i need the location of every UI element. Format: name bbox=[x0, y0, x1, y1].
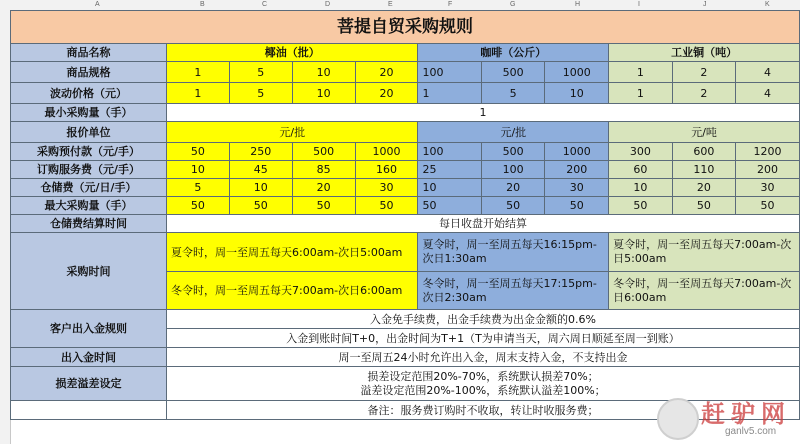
table-row bbox=[11, 215, 800, 233]
product-coconut-oil[interactable]: 椰油（批） bbox=[167, 44, 418, 62]
table-row bbox=[11, 161, 800, 179]
cell[interactable]: 50 bbox=[167, 143, 230, 161]
cell[interactable]: 100 bbox=[418, 143, 481, 161]
cell[interactable]: 10 bbox=[292, 62, 355, 83]
cell[interactable]: 160 bbox=[355, 161, 418, 179]
cell[interactable]: 10 bbox=[418, 179, 481, 197]
col-letter-h: H bbox=[575, 1, 581, 8]
funds-time-value[interactable]: 周一至周五24小时允许出入金，周末支持入金，不支持出金 bbox=[167, 348, 800, 367]
cell[interactable]: 5 bbox=[229, 62, 292, 83]
cell[interactable]: 20 bbox=[481, 179, 544, 197]
label-funds-rule[interactable]: 客户出入金规则 bbox=[11, 310, 167, 348]
cell[interactable]: 110 bbox=[672, 161, 735, 179]
cell[interactable]: 1 bbox=[167, 62, 230, 83]
cell[interactable]: 1000 bbox=[355, 143, 418, 161]
table-row bbox=[11, 143, 800, 161]
cell[interactable]: 10 bbox=[167, 161, 230, 179]
site-watermark bbox=[655, 392, 800, 444]
funds-rule-fee[interactable]: 入金免手续费，出金手续费为出金金额的0.6% bbox=[167, 310, 800, 329]
label-storage-settle-time[interactable]: 仓储费结算时间 bbox=[11, 215, 167, 233]
col-letter-b: B bbox=[200, 1, 205, 8]
summer-time-coconut-oil[interactable]: 夏令时，周一至周五每天6:00am-次日5:00am bbox=[167, 233, 418, 272]
stop-loss-range: 损差设定范围20%-70%，系统默认损差70%； bbox=[367, 369, 599, 383]
cell[interactable]: 45 bbox=[229, 161, 292, 179]
cell[interactable]: 500 bbox=[481, 143, 544, 161]
label-purchase-time[interactable]: 采购时间 bbox=[11, 233, 167, 310]
min-qty-value[interactable]: 1 bbox=[167, 104, 800, 122]
col-letter-g: G bbox=[510, 1, 516, 8]
label-prepay[interactable]: 采购预付款（元/手） bbox=[11, 143, 167, 161]
col-letter-i: I bbox=[638, 1, 640, 8]
cell[interactable]: 2 bbox=[672, 62, 735, 83]
cell[interactable]: 250 bbox=[229, 143, 292, 161]
label-funds-time[interactable]: 出入金时间 bbox=[11, 348, 167, 367]
label-spec[interactable]: 商品规格 bbox=[11, 62, 167, 83]
cell[interactable]: 1 bbox=[609, 83, 672, 104]
cell[interactable]: 20 bbox=[292, 179, 355, 197]
funds-rule-timing[interactable]: 入金到账时间T+0，出金时间为T+1（T为申请当天，周六周日顺延至周一到账） bbox=[167, 329, 800, 348]
cell[interactable]: 50 bbox=[355, 197, 418, 215]
cell[interactable]: 2 bbox=[672, 83, 735, 104]
cell[interactable]: 60 bbox=[609, 161, 672, 179]
donkey-logo-icon bbox=[657, 398, 699, 440]
col-letter-j: J bbox=[703, 1, 707, 8]
cell[interactable]: 300 bbox=[609, 143, 672, 161]
table-row bbox=[11, 233, 800, 272]
cell[interactable]: 1 bbox=[167, 83, 230, 104]
label-min-qty[interactable]: 最小采购量（手） bbox=[11, 104, 167, 122]
label-price-fluctuation[interactable]: 波动价格（元） bbox=[11, 83, 167, 104]
table-row bbox=[11, 44, 800, 62]
table-row bbox=[11, 310, 800, 329]
col-letter-d: D bbox=[325, 1, 331, 8]
cell[interactable]: 30 bbox=[355, 179, 418, 197]
cell[interactable]: 25 bbox=[418, 161, 481, 179]
watermark-url: ganlv5.com bbox=[725, 426, 777, 437]
cell[interactable]: 10 bbox=[545, 83, 609, 104]
winter-time-copper[interactable]: 冬令时，周一至周五每天7:00am-次日6:00am bbox=[609, 272, 800, 310]
cell[interactable]: 4 bbox=[736, 62, 800, 83]
cell[interactable]: 20 bbox=[355, 83, 418, 104]
cell[interactable]: 50 bbox=[545, 197, 609, 215]
cell[interactable]: 50 bbox=[292, 197, 355, 215]
purchase-rules-table bbox=[10, 10, 800, 420]
cell[interactable]: 20 bbox=[355, 62, 418, 83]
cell[interactable]: 100 bbox=[481, 161, 544, 179]
table-row bbox=[11, 197, 800, 215]
col-letter-c: C bbox=[262, 1, 268, 8]
cell[interactable]: 50 bbox=[672, 197, 735, 215]
cell[interactable]: 1000 bbox=[545, 143, 609, 161]
label-storage-fee[interactable]: 仓储费（元/日/手） bbox=[11, 179, 167, 197]
table-row bbox=[11, 179, 800, 197]
col-letter-f: F bbox=[448, 1, 453, 8]
cell[interactable]: 200 bbox=[736, 161, 800, 179]
product-coffee[interactable]: 咖啡（公斤） bbox=[418, 44, 609, 62]
watermark-text: 赶驴网 bbox=[701, 400, 791, 428]
cell[interactable]: 500 bbox=[292, 143, 355, 161]
cell[interactable]: 50 bbox=[418, 197, 481, 215]
cell[interactable]: 4 bbox=[736, 83, 800, 104]
product-copper[interactable]: 工业铜（吨） bbox=[609, 44, 800, 62]
label-max-qty[interactable]: 最大采购量（手） bbox=[11, 197, 167, 215]
cell[interactable]: 1 bbox=[418, 83, 481, 104]
cell[interactable]: 600 bbox=[672, 143, 735, 161]
cell[interactable]: 10 bbox=[292, 83, 355, 104]
sheet-title[interactable]: 菩提自贸采购规则 bbox=[11, 11, 800, 44]
cell[interactable]: 1000 bbox=[545, 62, 609, 83]
col-letter-a: A bbox=[95, 1, 100, 8]
cell[interactable]: 200 bbox=[545, 161, 609, 179]
label-product-name[interactable]: 商品名称 bbox=[11, 44, 167, 62]
table-row bbox=[11, 62, 800, 83]
note-label-cell[interactable] bbox=[11, 401, 167, 420]
unit-coffee[interactable]: 元/批 bbox=[418, 122, 609, 143]
cell[interactable]: 500 bbox=[481, 62, 544, 83]
cell[interactable]: 1200 bbox=[736, 143, 800, 161]
cell[interactable]: 50 bbox=[481, 197, 544, 215]
cell[interactable]: 5 bbox=[167, 179, 230, 197]
summer-time-copper[interactable]: 夏令时，周一至周五每天7:00am-次日5:00am bbox=[609, 233, 800, 272]
table-row bbox=[11, 122, 800, 143]
winter-time-coconut-oil[interactable]: 冬令时，周一至周五每天7:00am-次日6:00am bbox=[167, 272, 418, 310]
cell[interactable]: 30 bbox=[545, 179, 609, 197]
table-row bbox=[11, 83, 800, 104]
take-profit-range: 溢差设定范围20%-100%，系统默认溢差100%； bbox=[360, 383, 606, 397]
cell[interactable]: 50 bbox=[736, 197, 800, 215]
storage-settle-value[interactable]: 每日收盘开始结算 bbox=[167, 215, 800, 233]
label-unit[interactable]: 报价单位 bbox=[11, 122, 167, 143]
cell[interactable]: 1 bbox=[609, 62, 672, 83]
cell[interactable]: 5 bbox=[481, 83, 544, 104]
note-value[interactable]: 备注：服务费订购时不收取，转让时收服务费； bbox=[167, 401, 800, 420]
cell[interactable]: 10 bbox=[609, 179, 672, 197]
table-row bbox=[11, 348, 800, 367]
cell[interactable]: 100 bbox=[418, 62, 481, 83]
cell[interactable]: 30 bbox=[736, 179, 800, 197]
label-sl-tp[interactable]: 损差溢差设定 bbox=[11, 367, 167, 401]
cell[interactable]: 50 bbox=[229, 197, 292, 215]
cell[interactable]: 50 bbox=[167, 197, 230, 215]
label-service-fee[interactable]: 订购服务费（元/手） bbox=[11, 161, 167, 179]
table-row bbox=[11, 104, 800, 122]
col-letter-e: E bbox=[388, 1, 393, 8]
cell[interactable]: 20 bbox=[672, 179, 735, 197]
unit-coconut-oil[interactable]: 元/批 bbox=[167, 122, 418, 143]
cell[interactable]: 5 bbox=[229, 83, 292, 104]
cell[interactable]: 85 bbox=[292, 161, 355, 179]
cell[interactable]: 10 bbox=[229, 179, 292, 197]
cell[interactable]: 50 bbox=[609, 197, 672, 215]
col-letter-k: K bbox=[765, 1, 770, 8]
summer-time-coffee[interactable]: 夏令时，周一至周五每天16:15pm-次日1:30am bbox=[418, 233, 609, 272]
unit-copper[interactable]: 元/吨 bbox=[609, 122, 800, 143]
winter-time-coffee[interactable]: 冬令时，周一至周五每天17:15pm-次日2:30am bbox=[418, 272, 609, 310]
